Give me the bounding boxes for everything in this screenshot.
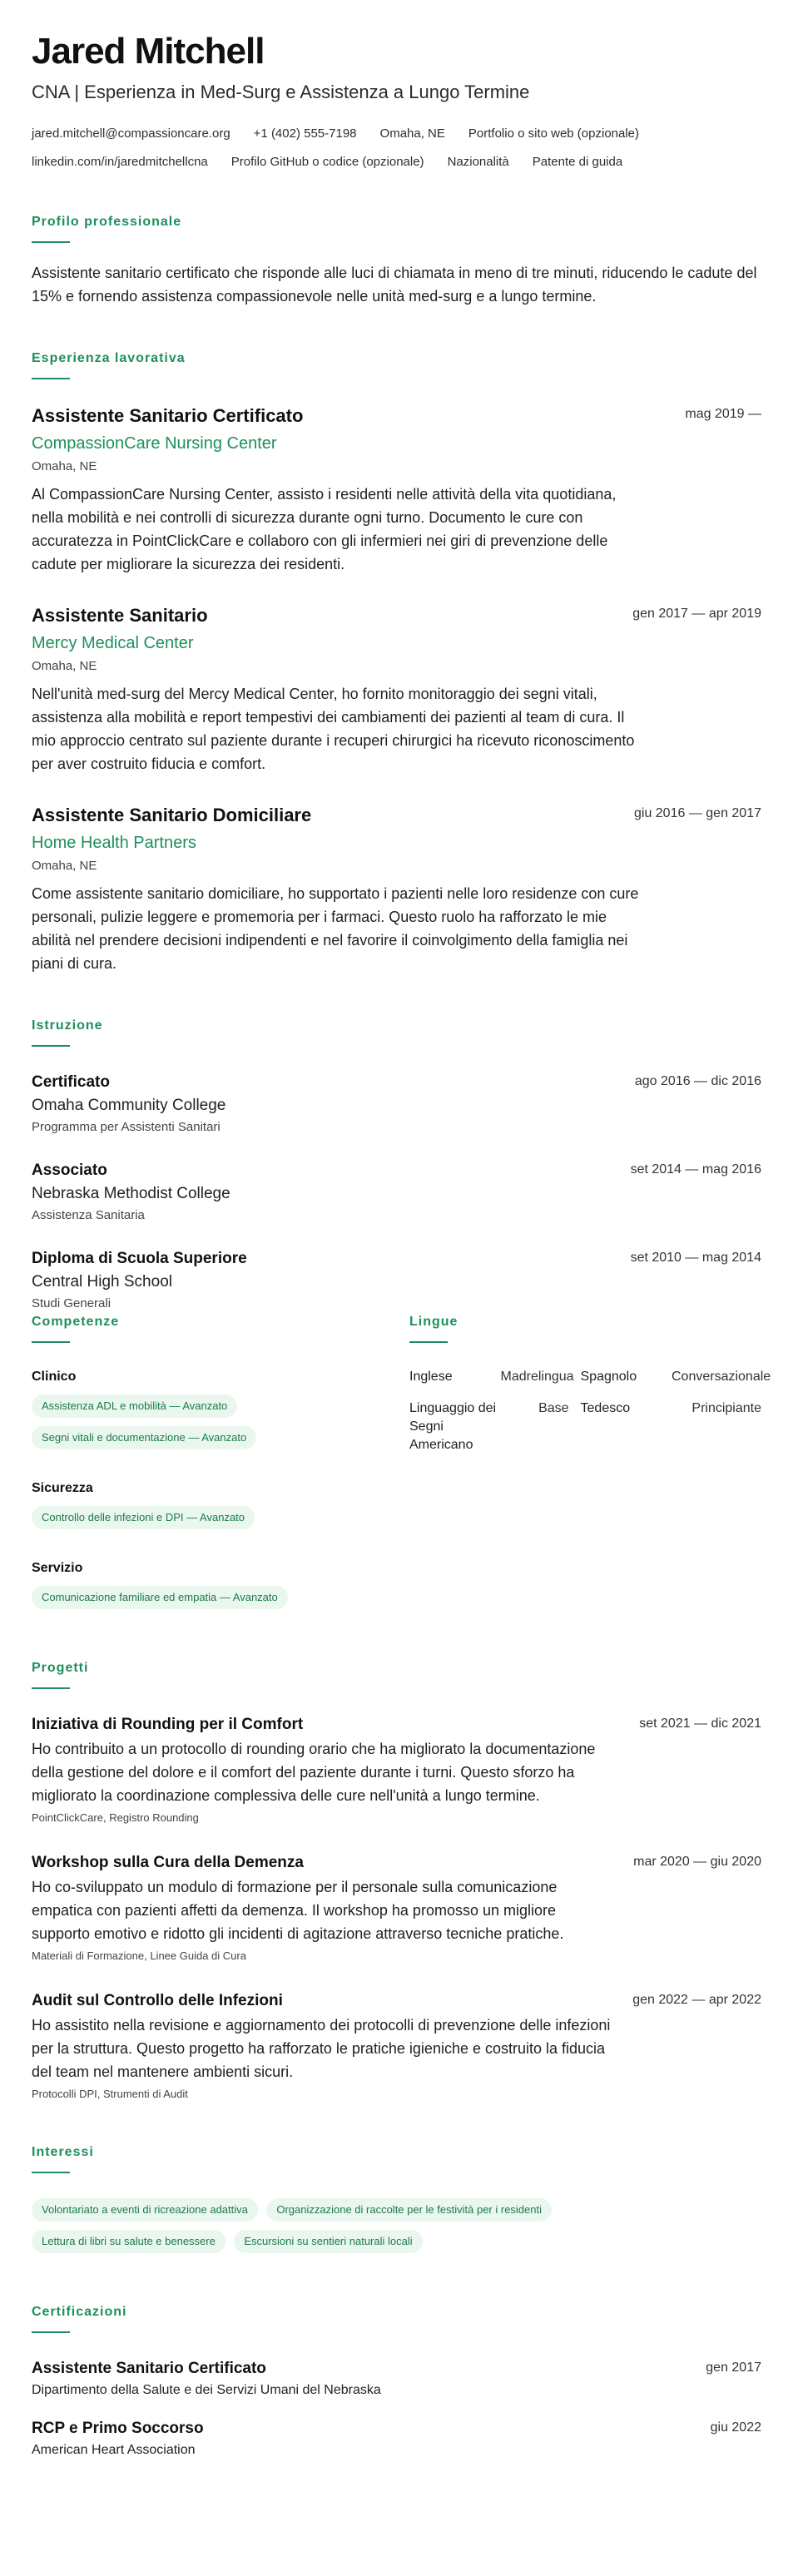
interest-tag: Escursioni su sentieri naturali locali bbox=[234, 2230, 422, 2253]
education-dates: ago 2016 — dic 2016 bbox=[634, 1074, 761, 1088]
certification-date: giu 2022 bbox=[710, 2420, 761, 2435]
job-dates: giu 2016 — gen 2017 bbox=[633, 806, 761, 820]
contact-email[interactable]: jared.mitchell@compassioncare.org bbox=[32, 126, 230, 141]
language-name: Tedesco bbox=[580, 1401, 631, 1415]
language-name: Spagnolo bbox=[580, 1370, 637, 1384]
languages-section bbox=[409, 1313, 771, 1617]
skill-group-title: Clinico bbox=[32, 1370, 77, 1384]
education-school: Nebraska Methodist College bbox=[32, 1185, 230, 1202]
education-field: Programma per Assistenti Sanitari bbox=[32, 1120, 221, 1134]
education-degree: Certificato bbox=[32, 1073, 110, 1091]
experience-entry bbox=[32, 804, 761, 975]
certification-name: Assistente Sanitario Certificato bbox=[32, 2360, 266, 2377]
project-dates: gen 2022 — apr 2022 bbox=[632, 1993, 761, 2007]
project-name: Audit sul Controllo delle Infezioni bbox=[32, 1992, 283, 2009]
education-dates: set 2010 — mag 2014 bbox=[630, 1251, 761, 1265]
job-dates: gen 2017 — apr 2019 bbox=[632, 607, 761, 621]
experience-entry bbox=[32, 404, 761, 576]
resume-header bbox=[32, 30, 761, 171]
contact-portfolio[interactable]: Portfolio o sito web (opzionale) bbox=[468, 126, 640, 141]
skill-tag: Controllo delle infezioni e DPI — Avanzato bbox=[32, 1506, 255, 1529]
language-row bbox=[409, 1368, 771, 1386]
contact-linkedin[interactable]: linkedin.com/in/jaredmitchellcna bbox=[32, 155, 208, 169]
job-location: Omaha, NE bbox=[32, 659, 97, 673]
interest-tag: Volontariato a eventi di ricreazione adattiva bbox=[32, 2198, 258, 2222]
certifications-section bbox=[32, 2303, 761, 2460]
candidate-name: Jared Mitchell bbox=[32, 31, 265, 72]
education-section bbox=[32, 1017, 761, 1313]
job-description: Al CompassionCare Nursing Center, assisto i residenti nelle attività della vita quotidiana, nella mobilità e nei controlli di sicurezza durante ogni turno. Documento le cure con accuratezza in PointClickCare e collaboro con gli infermieri nei giri di prevenzione delle cadute per migliorare la sicurezza dei residenti. bbox=[32, 486, 617, 572]
candidate-headline: CNA | Esperienza in Med-Surg e Assistenza a Lungo Termine bbox=[32, 82, 530, 102]
section-divider bbox=[32, 2172, 70, 2173]
education-field: Studi Generali bbox=[32, 1296, 112, 1310]
certification-entry bbox=[32, 2418, 761, 2460]
section-title: Interessi bbox=[32, 2145, 94, 2159]
project-entry bbox=[32, 1990, 761, 2102]
language-row bbox=[409, 1399, 761, 1454]
projects-section bbox=[32, 1659, 761, 2102]
contact-location: Omaha, NE bbox=[379, 126, 445, 141]
section-title: Certificazioni bbox=[32, 2305, 127, 2319]
section-title: Competenze bbox=[32, 1315, 120, 1329]
contact-github[interactable]: Profilo GitHub o codice (opzionale) bbox=[230, 155, 424, 169]
job-title: Assistente Sanitario Domiciliare bbox=[32, 805, 312, 825]
interest-tag: Lettura di libri su salute e benessere bbox=[32, 2230, 226, 2253]
section-title: Lingue bbox=[409, 1315, 458, 1329]
education-entry bbox=[32, 1248, 761, 1313]
job-location: Omaha, NE bbox=[32, 459, 97, 473]
job-title: Assistente Sanitario bbox=[32, 605, 208, 626]
profile-summary: Assistente sanitario certificato che risponde alle luci di chiamata in meno di tre minuti, riducendo le cadute del 15% e fornendo assistenza compassionevole nelle unità med-surg e a lungo termine. bbox=[32, 265, 757, 305]
job-company: Mercy Medical Center bbox=[32, 634, 194, 652]
project-dates: set 2021 — dic 2021 bbox=[639, 1717, 761, 1731]
education-degree: Associato bbox=[32, 1162, 107, 1179]
education-school: Central High School bbox=[32, 1273, 172, 1290]
project-entry bbox=[32, 1714, 761, 1825]
education-school: Omaha Community College bbox=[32, 1097, 226, 1114]
contact-driving-license: Patente di guida bbox=[532, 155, 623, 169]
skill-tag: Segni vitali e documentazione — Avanzato bbox=[32, 1426, 256, 1449]
experience-entry bbox=[32, 604, 761, 775]
section-title: Profilo professionale bbox=[32, 215, 182, 229]
project-name: Iniziativa di Rounding per il Comfort bbox=[32, 1716, 304, 1733]
interest-tag: Organizzazione di raccolte per le festività per i residenti bbox=[266, 2198, 552, 2222]
section-divider bbox=[32, 241, 70, 243]
section-divider bbox=[32, 1687, 70, 1689]
language-name: Inglese bbox=[409, 1370, 453, 1384]
job-company: Home Health Partners bbox=[32, 834, 196, 852]
project-description: Ho contribuito a un protocollo di rounding orario che ha migliorato la documentazione della gestione del dolore e il comfort del paziente durante i turni. Questo sforzo ha migliorato la coordinazione complessiva delle cure nell'unità a lungo termine. bbox=[32, 1741, 596, 1804]
section-divider bbox=[32, 2331, 70, 2333]
education-degree: Diploma di Scuola Superiore bbox=[32, 1250, 247, 1267]
project-tools: Materiali di Formazione, Linee Guida di Cura bbox=[32, 1949, 246, 1962]
job-description: Nell'unità med-surg del Mercy Medical Center, ho fornito monitoraggio dei segni vitali, assistenza alla mobilità e report tempestivi dei cambiamenti dei pazienti al team di cura. Il mio approccio centrato sul paziente durante i recuperi chirurgici ha ricevuto riconoscimento per aver costruito fiducia e comfort. bbox=[32, 686, 635, 772]
contact-list bbox=[32, 125, 761, 171]
interests-section bbox=[32, 2143, 761, 2261]
section-title: Progetti bbox=[32, 1661, 89, 1675]
skill-group bbox=[32, 1479, 409, 1538]
education-entry bbox=[32, 1072, 761, 1137]
language-level: Base bbox=[538, 1401, 569, 1415]
skill-group bbox=[32, 1559, 409, 1617]
project-entry bbox=[32, 1852, 761, 1964]
certification-date: gen 2017 bbox=[706, 2361, 761, 2375]
section-divider bbox=[409, 1341, 448, 1343]
skill-group-title: Servizio bbox=[32, 1561, 83, 1575]
contact-nationality: Nazionalità bbox=[447, 155, 509, 169]
profile-section bbox=[32, 213, 761, 308]
section-divider bbox=[32, 378, 70, 379]
certification-issuer: Dipartimento della Salute e dei Servizi Umani del Nebraska bbox=[32, 2383, 381, 2397]
project-tools: Protocolli DPI, Strumenti di Audit bbox=[32, 2088, 188, 2100]
section-divider bbox=[32, 1341, 70, 1343]
language-level: Conversazionale bbox=[672, 1370, 771, 1384]
education-dates: set 2014 — mag 2016 bbox=[630, 1162, 761, 1177]
education-entry bbox=[32, 1160, 761, 1225]
section-title: Esperienza lavorativa bbox=[32, 351, 186, 365]
experience-section bbox=[32, 349, 761, 975]
job-dates: mag 2019 — bbox=[685, 407, 761, 421]
job-description: Come assistente sanitario domiciliare, ho supportato i pazienti nelle loro residenze con cure personali, pulizie leggere e promemoria per i farmaci. Questo ruolo ha rafforzato le mie abilità nel prendere decisioni indipendenti e nel favorire il coinvolgimento della famiglia nei piani di cura. bbox=[32, 885, 639, 972]
skill-tag: Assistenza ADL e mobilità — Avanzato bbox=[32, 1395, 237, 1418]
job-title: Assistente Sanitario Certificato bbox=[32, 405, 304, 426]
skills-section bbox=[32, 1313, 409, 1617]
certification-name: RCP e Primo Soccorso bbox=[32, 2420, 204, 2437]
project-name: Workshop sulla Cura della Demenza bbox=[32, 1854, 304, 1871]
skill-tag: Comunicazione familiare ed empatia — Avanzato bbox=[32, 1586, 288, 1609]
contact-phone[interactable]: +1 (402) 555-7198 bbox=[253, 126, 357, 141]
language-name: Linguaggio dei Segni Americano bbox=[409, 1401, 497, 1452]
job-location: Omaha, NE bbox=[32, 859, 97, 873]
certification-entry bbox=[32, 2358, 761, 2400]
skill-group bbox=[32, 1368, 409, 1458]
project-description: Ho co-sviluppato un modulo di formazione per il personale sulla comunicazione empatica con pazienti affetti da demenza. Il workshop ha promosso un migliore supporto emotivo e ridotto gli incidenti di agitazione attraverso tecniche pratiche. bbox=[32, 1879, 564, 1942]
section-divider bbox=[32, 1045, 70, 1047]
skills-languages-row bbox=[32, 1313, 771, 1617]
skill-group-title: Sicurezza bbox=[32, 1481, 93, 1495]
language-level: Madrelingua bbox=[500, 1370, 574, 1384]
section-title: Istruzione bbox=[32, 1018, 103, 1033]
language-level: Principiante bbox=[691, 1401, 761, 1415]
education-field: Assistenza Sanitaria bbox=[32, 1208, 145, 1222]
certification-issuer: American Heart Association bbox=[32, 2443, 196, 2457]
job-company: CompassionCare Nursing Center bbox=[32, 434, 277, 453]
project-dates: mar 2020 — giu 2020 bbox=[633, 1855, 761, 1869]
project-description: Ho assistito nella revisione e aggiornamento dei protocolli di prevenzione delle infezioni per la struttura. Questo progetto ha rafforzato le pratiche igieniche e costruito la fiducia del team nel mantenere ambienti sicuri. bbox=[32, 2017, 611, 2080]
project-tools: PointClickCare, Registro Rounding bbox=[32, 1811, 199, 1824]
